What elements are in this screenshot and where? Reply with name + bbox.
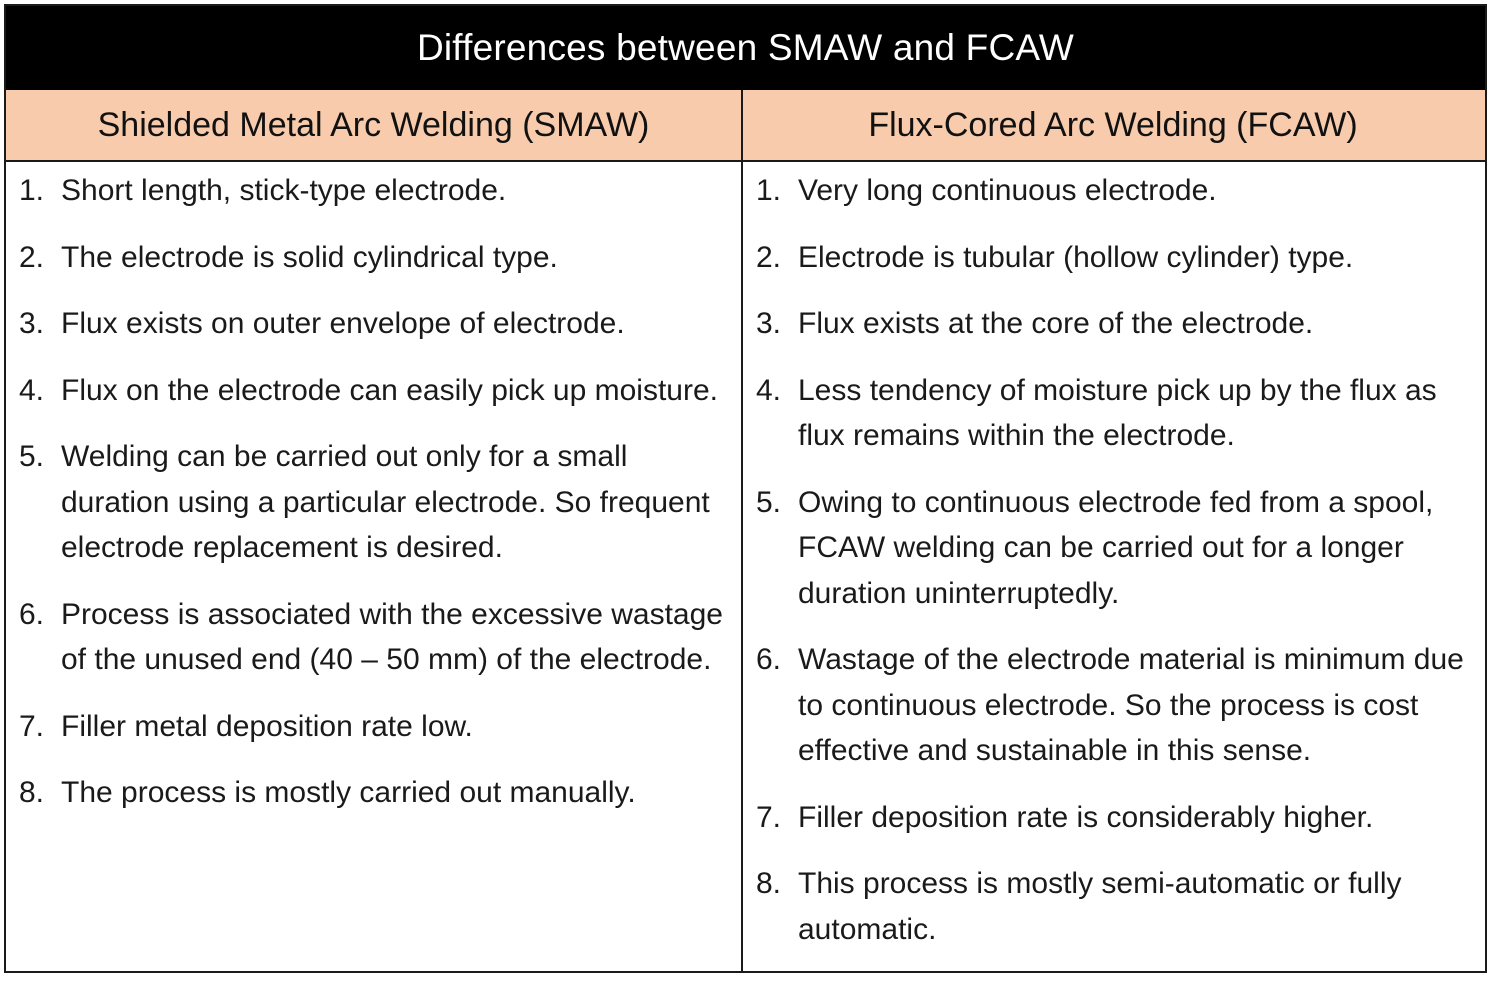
column-divider — [741, 90, 743, 971]
list-item — [756, 235, 1484, 281]
list-item — [19, 235, 731, 281]
item-number: 7. — [756, 800, 782, 834]
list-item — [19, 770, 731, 816]
smaw-list — [19, 168, 731, 816]
item-text: Filler deposition rate is considerably higher. — [798, 800, 1374, 834]
list-item — [19, 301, 731, 347]
item-number: 7. — [19, 709, 45, 743]
item-number: 4. — [756, 373, 782, 407]
item-number: 8. — [756, 867, 782, 900]
item-text: Owing to continuous electrode fed from a spool, FCAW welding can be carried out for a longer duration uninterruptedly. — [798, 485, 1434, 610]
item-number: 5. — [19, 440, 45, 473]
list-item — [19, 168, 731, 214]
item-text: Wastage of the electrode material is minimum due to continuous electrode. So the process is cost effective and sustainable in this sense. — [798, 643, 1464, 767]
header-smaw: Shielded Metal Arc Welding (SMAW) — [97, 105, 650, 144]
list-item — [756, 168, 1484, 214]
fcaw-list — [756, 168, 1484, 952]
header-row — [6, 90, 1485, 162]
list-item — [19, 704, 731, 750]
list-item — [19, 368, 731, 414]
item-text: Electrode is tubular (hollow cylinder) type. — [798, 240, 1354, 274]
list-item — [756, 480, 1484, 617]
item-text: Less tendency of moisture pick up by the flux as flux remains within the electrode. — [798, 373, 1437, 452]
item-number: 3. — [19, 307, 45, 340]
list-item — [756, 861, 1484, 952]
list-item — [756, 301, 1484, 347]
item-number: 2. — [756, 240, 782, 274]
item-number: 4. — [19, 373, 45, 407]
list-item — [756, 637, 1484, 774]
list-item — [19, 434, 731, 571]
list-item — [756, 795, 1484, 841]
item-text: Short length, stick-type electrode. — [61, 174, 507, 207]
item-number: 3. — [756, 307, 782, 340]
item-text: Flux on the electrode can easily pick up moisture. — [61, 373, 718, 407]
item-number: 5. — [756, 485, 782, 519]
fcaw-column — [756, 168, 1484, 971]
title-bar — [6, 6, 1485, 90]
item-text: Very long continuous electrode. — [798, 174, 1217, 207]
item-number: 8. — [19, 776, 45, 809]
item-number: 2. — [19, 240, 45, 274]
item-number: 1. — [756, 174, 782, 207]
item-number: 1. — [19, 174, 45, 207]
item-text: Flux exists on outer envelope of electrode. — [61, 307, 625, 340]
table-title: Differences between SMAW and FCAW — [416, 27, 1075, 68]
header-fcaw: Flux-Cored Arc Welding (FCAW) — [868, 105, 1358, 144]
smaw-column — [19, 168, 731, 971]
item-text: Flux exists at the core of the electrode. — [798, 307, 1314, 340]
item-text: The electrode is solid cylindrical type. — [61, 240, 558, 274]
comparison-table — [4, 4, 1487, 973]
item-number: 6. — [19, 597, 45, 631]
list-item — [756, 368, 1484, 459]
item-text: Welding can be carried out only for a small duration using a particular electrode. So frequent electrode replacement is desired. — [61, 440, 710, 564]
item-text: Filler metal deposition rate low. — [61, 709, 473, 743]
item-text: Process is associated with the excessive wastage of the unused end (40 – 50 mm) of the electrode. — [61, 597, 723, 676]
item-text: The process is mostly carried out manually. — [61, 776, 636, 809]
list-item — [19, 592, 731, 683]
item-text: This process is mostly semi-automatic or fully automatic. — [798, 867, 1402, 946]
item-number: 6. — [756, 643, 782, 676]
